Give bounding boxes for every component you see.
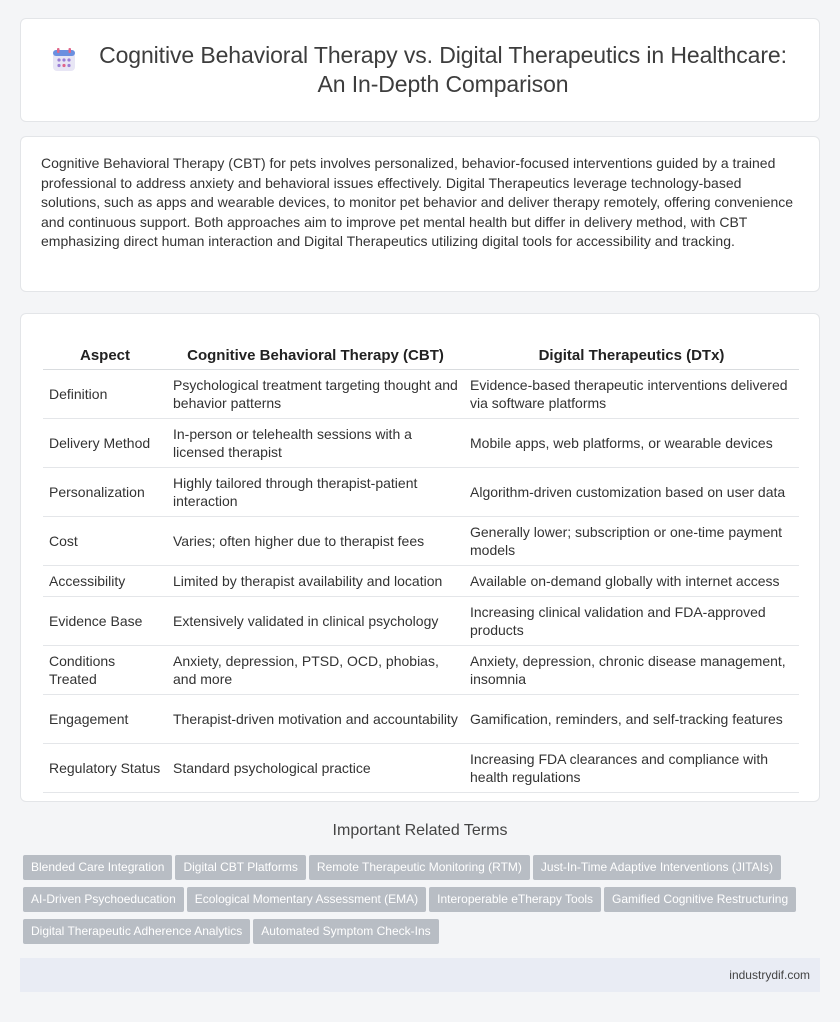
cell-cbt: Standard psychological practice bbox=[167, 743, 464, 792]
cell-dtx: Algorithm-driven customization based on user data bbox=[464, 467, 799, 516]
cell-cbt: In-person or telehealth sessions with a licensed therapist bbox=[167, 418, 464, 467]
table-row bbox=[43, 743, 799, 792]
cell-aspect: Engagement bbox=[43, 694, 167, 743]
table-row bbox=[43, 516, 799, 565]
title-card bbox=[20, 18, 820, 122]
related-terms-title: Important Related Terms bbox=[332, 822, 508, 839]
table-row bbox=[43, 645, 799, 694]
table-row bbox=[43, 596, 799, 645]
cell-aspect: Accessibility bbox=[43, 565, 167, 596]
table-row bbox=[43, 565, 799, 596]
header-dtx: Digital Therapeutics (DTx) bbox=[464, 336, 799, 369]
calendar-icon bbox=[51, 47, 77, 73]
related-term-tag[interactable]: Blended Care Integration bbox=[23, 855, 172, 880]
header-cbt: Cognitive Behavioral Therapy (CBT) bbox=[167, 336, 464, 369]
table-row bbox=[43, 467, 799, 516]
header-aspect: Aspect bbox=[43, 336, 167, 369]
cell-cbt: Therapist-driven motivation and accountability bbox=[167, 694, 464, 743]
cell-aspect: Personalization bbox=[43, 467, 167, 516]
table-row bbox=[43, 418, 799, 467]
cell-aspect: Conditions Treated bbox=[43, 645, 167, 694]
cell-aspect: Evidence Base bbox=[43, 596, 167, 645]
intro-card bbox=[20, 136, 820, 292]
related-term-tag[interactable]: Digital Therapeutic Adherence Analytics bbox=[23, 919, 250, 944]
cell-aspect: Delivery Method bbox=[43, 418, 167, 467]
related-term-tag[interactable]: AI-Driven Psychoeducation bbox=[23, 887, 184, 912]
cell-aspect: Regulatory Status bbox=[43, 743, 167, 792]
footer-site-link[interactable]: industrydif.com bbox=[729, 968, 810, 982]
related-term-tag[interactable]: Just-In-Time Adaptive Interventions (JITAIs) bbox=[533, 855, 781, 880]
footer bbox=[20, 958, 820, 992]
cell-dtx: Available on-demand globally with internet access bbox=[464, 565, 799, 596]
intro-paragraph: Cognitive Behavioral Therapy (CBT) for pets involves personalized, behavior-focused interventions guided by a trained professional to address anxiety and behavioral issues effectively. Digital Therapeutics leverage technology-based solutions, such as apps and wearable devices, to monitor pet behavior and deliver therapy remotely, offering convenience and continuous support. Both approaches aim to improve pet mental health but differ in delivery method, with CBT emphasizing direct human interaction and Digital Therapeutics utilizing digital tools for accessibility and tracking. bbox=[41, 155, 794, 249]
cell-dtx: Increasing FDA clearances and compliance with health regulations bbox=[464, 743, 799, 792]
cell-aspect: Definition bbox=[43, 369, 167, 418]
cell-dtx: Generally lower; subscription or one-time payment models bbox=[464, 516, 799, 565]
table-header-row bbox=[43, 336, 799, 369]
cell-dtx: Increasing clinical validation and FDA-approved products bbox=[464, 596, 799, 645]
cell-dtx: Mobile apps, web platforms, or wearable devices bbox=[464, 418, 799, 467]
cell-aspect: Cost bbox=[43, 516, 167, 565]
cell-cbt: Limited by therapist availability and location bbox=[167, 565, 464, 596]
related-term-tag[interactable]: Remote Therapeutic Monitoring (RTM) bbox=[309, 855, 530, 880]
table-row bbox=[43, 694, 799, 743]
cell-cbt: Varies; often higher due to therapist fees bbox=[167, 516, 464, 565]
related-term-tag[interactable]: Ecological Momentary Assessment (EMA) bbox=[187, 887, 426, 912]
table-row bbox=[43, 369, 799, 418]
cell-dtx: Evidence-based therapeutic interventions delivered via software platforms bbox=[464, 369, 799, 418]
related-term-tag[interactable]: Automated Symptom Check-Ins bbox=[253, 919, 438, 944]
cell-dtx: Anxiety, depression, chronic disease management, insomnia bbox=[464, 645, 799, 694]
cell-cbt: Highly tailored through therapist-patient interaction bbox=[167, 467, 464, 516]
comparison-table bbox=[43, 336, 799, 793]
related-term-tag[interactable]: Digital CBT Platforms bbox=[175, 855, 305, 880]
cell-cbt: Extensively validated in clinical psychology bbox=[167, 596, 464, 645]
page-title: Cognitive Behavioral Therapy vs. Digital Therapeutics in Healthcare: An In-Depth Comparison bbox=[99, 42, 787, 97]
comparison-card bbox=[20, 313, 820, 802]
cell-cbt: Anxiety, depression, PTSD, OCD, phobias, and more bbox=[167, 645, 464, 694]
related-terms-list bbox=[23, 855, 823, 951]
related-term-tag[interactable]: Interoperable eTherapy Tools bbox=[429, 887, 601, 912]
cell-dtx: Gamification, reminders, and self-tracking features bbox=[464, 694, 799, 743]
cell-cbt: Psychological treatment targeting thought and behavior patterns bbox=[167, 369, 464, 418]
related-term-tag[interactable]: Gamified Cognitive Restructuring bbox=[604, 887, 796, 912]
